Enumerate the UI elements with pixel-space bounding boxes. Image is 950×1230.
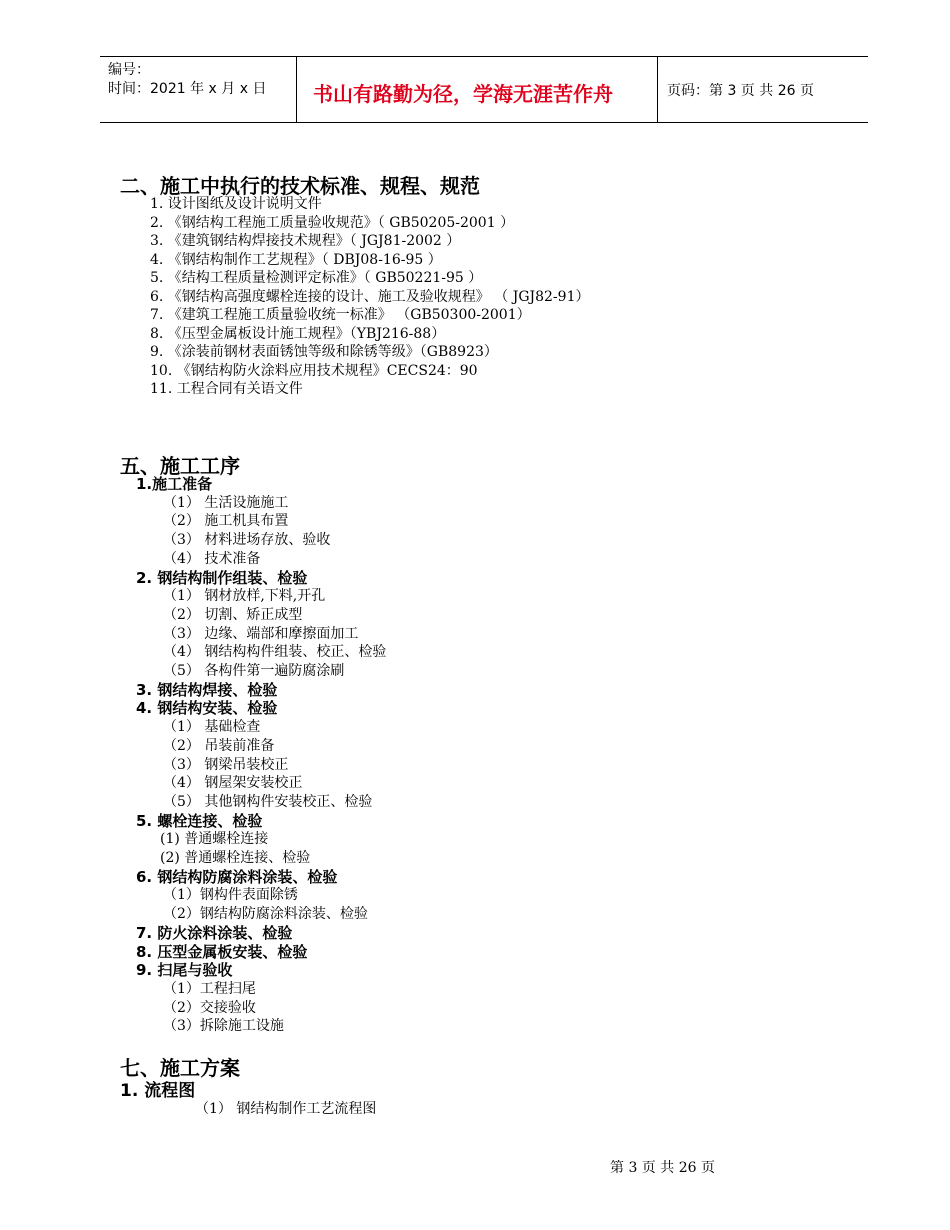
standard-item: 9. 《涂装前钢材表面锈蚀等级和除锈等级》（GB8923） <box>150 344 498 360</box>
standard-item: 8. 《压型金属板设计施工规程》（YBJ216-88） <box>150 325 446 342</box>
process-step: （4） 钢屋架安装校正 <box>163 775 303 792</box>
flowchart-item: （1） 钢结构制作工艺流程图 <box>195 1101 377 1117</box>
process-step: （1）工程扫尾 <box>163 980 256 997</box>
document-number-label: 编号： <box>108 62 150 78</box>
process-step: （1） 基础检查 <box>163 719 261 736</box>
process-group-heading: 3. 钢结构焊接、检验 <box>136 680 278 699</box>
process-group-heading: 1.施工准备 <box>136 475 213 493</box>
standard-item: 11. 工程合同有关语文件 <box>150 381 303 397</box>
process-step: （3） 边缘、端部和摩擦面加工 <box>163 625 359 642</box>
page-indicator: 页码：第 3 页 共 26 页 <box>667 83 814 99</box>
process-group-heading: 5. 螺栓连接、检验 <box>136 811 263 830</box>
header-divider-left <box>296 56 297 123</box>
process-step: （1） 钢材放样,下料,开孔 <box>163 588 326 605</box>
process-step: (1) 普通螺栓连接 <box>160 831 269 848</box>
process-step: （2）交接验收 <box>163 999 256 1016</box>
process-step: （2） 吊装前准备 <box>163 737 275 754</box>
section-2-title: 二、施工中执行的技术标准、规程、规范 <box>120 174 480 198</box>
process-step: （3） 钢梁吊装校正 <box>163 756 289 773</box>
process-step: （3） 材料进场存放、验收 <box>163 532 331 549</box>
header-bottom-rule <box>100 122 868 123</box>
standard-item: 5. 《结构工程质量检测评定标准》（ GB50221-95 ） <box>150 270 483 286</box>
process-step: （4） 技术准备 <box>163 550 261 567</box>
flowchart-heading: 1. 流程图 <box>120 1081 196 1101</box>
section-5-title: 五、施工工序 <box>120 454 240 478</box>
header-divider-right <box>657 56 658 123</box>
process-group-heading: 6. 钢结构防腐涂料涂装、检验 <box>136 867 338 886</box>
header-top-rule <box>100 56 868 57</box>
standard-item: 2. 《钢结构工程施工质量验收规范》（ GB50205-2001 ） <box>150 214 515 231</box>
page-footer: 第 3 页 共 26 页 <box>610 1160 715 1176</box>
standard-item: 6. 《钢结构高强度螺栓连接的设计、施工及验收规程》 （ JGJ82-91） <box>150 288 590 305</box>
process-step: （5） 各构件第一遍防腐涂刷 <box>163 663 345 679</box>
process-step: （3）拆除施工设施 <box>163 1018 284 1035</box>
process-group-heading: 2. 钢结构制作组装、检验 <box>136 568 308 587</box>
process-step: （4） 钢结构构件组装、校正、检验 <box>163 644 387 661</box>
standard-item: 1. 设计图纸及设计说明文件 <box>150 196 322 212</box>
document-time-label: 时间：2021 年 x 月 x 日 <box>108 81 267 97</box>
process-step: （5） 其他钢构件安装校正、检验 <box>163 793 373 810</box>
standard-item: 4. 《钢结构制作工艺规程》（ DBJ08-16-95 ） <box>150 251 442 268</box>
process-step: （2） 切割、矫正成型 <box>163 606 303 623</box>
standard-item: 7. 《建筑工程施工质量验收统一标准》 （GB50300-2001） <box>150 307 531 323</box>
process-group-heading: 7. 防火涂料涂装、检验 <box>136 923 293 942</box>
section-7-title: 七、施工方案 <box>120 1056 240 1080</box>
process-step: （2）钢结构防腐涂料涂装、检验 <box>163 906 368 923</box>
process-step: （1）钢构件表面除锈 <box>163 887 298 904</box>
header-motto: 书山有路勤为径，学海无涯苦作舟 <box>313 82 613 106</box>
process-step: （2） 施工机具布置 <box>163 513 289 530</box>
process-group-heading: 4. 钢结构安装、检验 <box>136 699 278 718</box>
standard-item: 3. 《建筑钢结构焊接技术规程》（ JGJ81-2002 ） <box>150 233 461 249</box>
process-group-heading: 9. 扫尾与验收 <box>136 961 233 980</box>
process-step: (2) 普通螺栓连接、检验 <box>160 850 311 866</box>
process-step: （1） 生活设施施工 <box>163 494 289 511</box>
process-group-heading: 8. 压型金属板安装、检验 <box>136 942 308 961</box>
standard-item: 10. 《钢结构防火涂料应用技术规程》CECS24：90 <box>150 362 478 379</box>
